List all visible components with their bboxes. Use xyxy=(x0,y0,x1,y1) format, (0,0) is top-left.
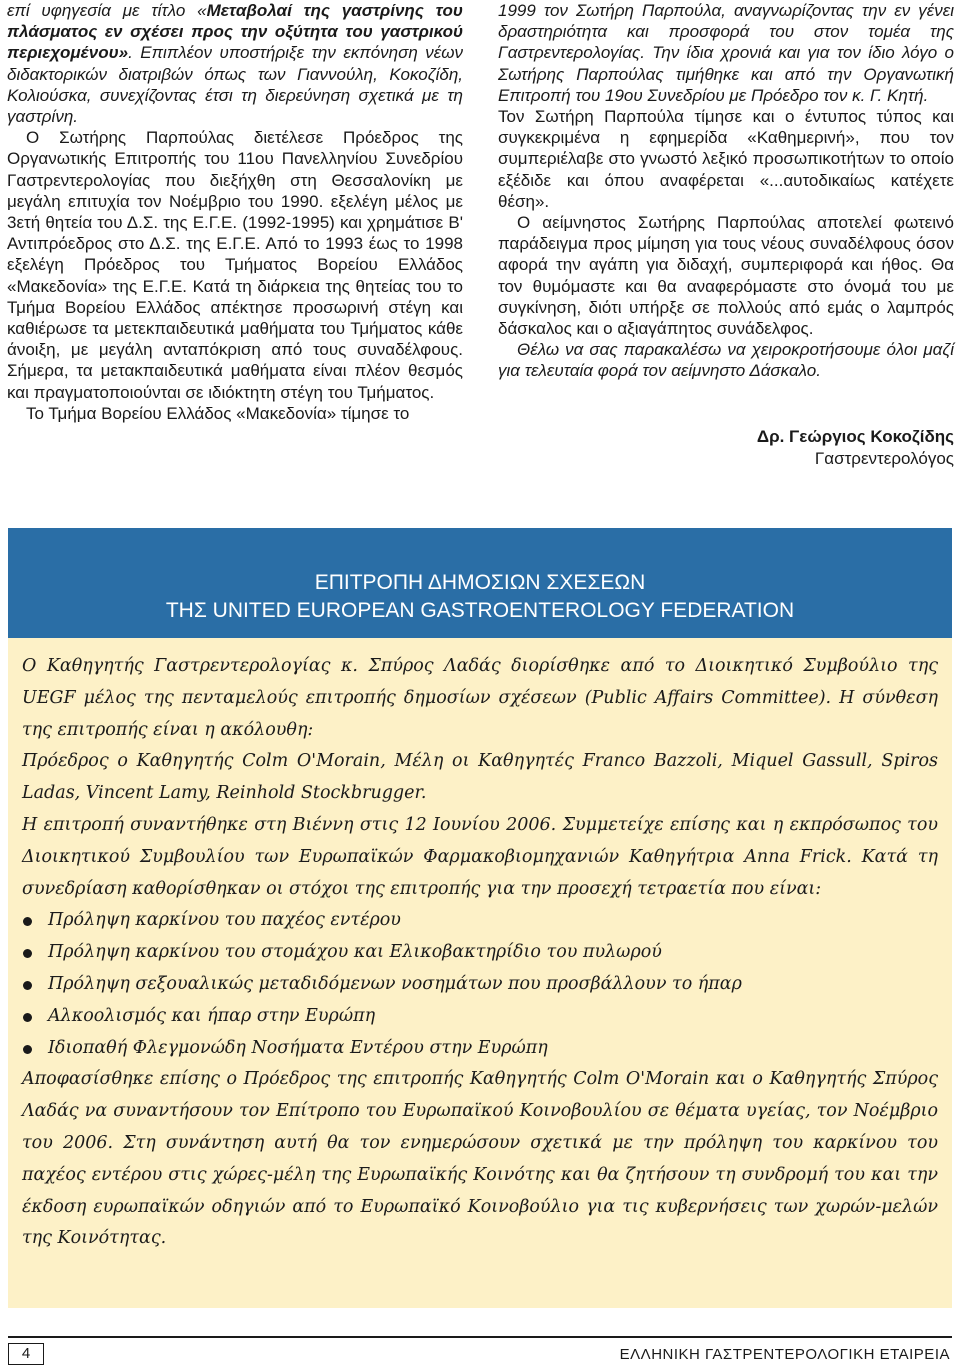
left-paragraph-3: Το Τμήμα Βορείου Ελλάδος «Μακεδονία» τίμησε το xyxy=(26,403,410,423)
left-column xyxy=(7,0,463,424)
page-number: 4 xyxy=(8,1343,44,1365)
list-item xyxy=(22,1001,938,1033)
bullet-icon xyxy=(23,949,32,958)
publication-title: ΕΛΛΗΝΙΚΗ ΓΑΣΤΡΕΝΤΕΡΟΛΟΓΙΚΗ ΕΤΑΙΡΕΙΑ xyxy=(619,1346,950,1363)
box-title-line-2: ΤΗΣ UNITED EUROPEAN GASTROENTEROLOGY FEDERATION xyxy=(165,599,795,622)
right-paragraph-1: 1999 τον Σωτήρη Παρπούλα, αναγνωρίζοντας την εν γένει δραστηριότητα και προσφορά του στον τομέα της Γαστρεντερολογίας. Την ίδια χρονιά και για τον ίδιο λόγο ο Σωτήρης Παρπούλας τιμήθηκε και από την Οργανωτική Επιτροπή του 19ου Συνεδρίου με Πρόεδρο τον κ. Γ. Κητή. xyxy=(498,1,954,105)
box-paragraph-4: Αποφασίσθηκε επίσης ο Πρόεδρος της επιτροπής Καθηγητής Colm O'Morain και ο Καθηγητής Σπύρος Λαδάς να συναντήσουν τον Επίτροπο του Ευρωπαϊκού Κοινοβουλίου σε θέματα υγείας, τον Νοέμβριο του 2006. Στη συνάντηση αυτή θα τον ενημερώσουν σχετικά με την πρόληψη του καρκίνου του παχέος εντέρου στις χώρες-μέλη της Ευρωπαϊκής Κοινότης και θα ζητήσουν τη συνδρομή του και την έκδοση ευρωπαϊκών οδηγιών από το Ευρωπαϊκό Κοινοβούλιο για τις κυβερνήσεις των χωρών-μελών της Κοινότητας. xyxy=(22,1069,938,1249)
signature-title: Γαστρεντερολόγος xyxy=(814,449,954,468)
list-item xyxy=(22,905,938,937)
right-column xyxy=(498,0,954,382)
box-paragraph-2: Πρόεδρος ο Καθηγητής Colm O'Morain, Μέλη οι Καθηγητές Franco Bazzoli, Miquel Gassull, Spiros Ladas, Vincent Lamy, Reinhold Stockbrugger. xyxy=(22,751,938,804)
bullet-icon xyxy=(23,981,32,990)
thesis-title: Μεταβολαί της γαστρίνης του πλάσματος εν σχέσει προς την οξύτητα του γαστρικού περιεχομένου» xyxy=(7,1,463,63)
right-paragraph-3: Ο αείμνηστος Σωτήρης Παρπούλας αποτελεί φωτεινό παράδειγμα προς μίμηση για τους νέους συναδέλφους όσον αφορά την αγάπη για διδαχή, συμπεριφορά και ήθος. Θα τον θυμόμαστε και θα αναφερόμαστε στο όνομά του με συγκίνηση, διότι υπήρξε σε πολλούς από εμάς ο λαμπρός δάσκαλος και ο αξιαγάπητος συνάδελφος. xyxy=(498,213,954,339)
box-header xyxy=(8,528,952,638)
right-paragraph-2: Τον Σωτήρη Παρπούλα τίμησε και ο έντυπος τύπος και συγκεκριμένα η εφημερίδα «Καθημερινή», που τον συμπεριέλαβε στο γνωστό λεξικό προσωπικοτήτων το οποίο εξέδιδε και όπου αναφέρεται «...αυτοδικαίως κατέχετε θέση». xyxy=(498,107,954,211)
box-body xyxy=(8,638,952,1255)
public-affairs-box xyxy=(8,528,952,1308)
right-paragraph-4: Θέλω να σας παρακαλέσω να χειροκροτήσουμε όλοι μαζί για τελευταία φορά τον αείμνηστο Δάσκαλο. xyxy=(498,340,954,381)
list-item-text: Πρόληψη καρκίνου του παχέος εντέρου xyxy=(48,910,401,931)
left-paragraph-1 xyxy=(7,0,463,127)
list-item-text: Αλκοολισμός και ήπαρ στην Ευρώπη xyxy=(48,1005,376,1026)
left-p1-intro: επί υφηγεσία με τίτλο « xyxy=(7,1,207,20)
list-item-text: Ιδιοπαθή Φλεγμονώδη Νοσήματα Εντέρου στην Ευρώπη xyxy=(48,1037,548,1058)
goals-list xyxy=(22,905,938,1064)
box-paragraph-3: Η επιτροπή συναντήθηκε στη Βιέννη στις 12 Ιουνίου 2006. Συμμετείχε επίσης και η εκπρόσωπος του Διοικητικού Συμβουλίου των Ευρωπαϊκών Φαρμακοβιομηχανιών Καθηγήτρια Anna Frick. Κατά τη συνεδρίαση καθορίσθηκαν οι στόχοι της επιτροπής για την προσεχή τετραετία που είναι: xyxy=(22,814,938,899)
list-item-text: Πρόληψη καρκίνου του στομάχου και Ελικοβακτηρίδιο του πυλωρού xyxy=(48,942,662,963)
list-item xyxy=(22,937,938,969)
signature-name: Δρ. Γεώργιος Κοκοζίδης xyxy=(756,427,954,446)
list-item xyxy=(22,969,938,1001)
footer-rule xyxy=(8,1336,952,1338)
left-paragraph-2: Ο Σωτήρης Παρπούλας διετέλεσε Πρόεδρος της Οργανωτικής Επιτροπής του 11ου Πανελληνίου Συνεδρίου Γαστρεντερολογίας που διεξήχθη στη Θεσσαλονίκη με μεγάλη επιτυχία τον Νοέμβριο του 1990. εξελέγη μέλος με 3ετή θητεία του Δ.Σ. της Ε.Γ.Ε. (1992-1995) και χρημάτισε Β' Αντιπρόεδρος στο Δ.Σ. της Ε.Γ.Ε. Από το 1993 έως το 1998 εξελέγη Πρόεδρος του Τμήματος Βορείου Ελλάδος «Μακεδονία» της Ε.Γ.Ε. Κατά τη διάρκεια της θητείας του το Τμήμα Βορείου Ελλάδος απέκτησε προσωρινή στέγη και καθιέρωσε τα μετεκπαιδευτικά μαθήματα του Τμήματος κάθε άνοιξη, με μεγάλη ανταπόκριση από τους συναδέλφους. Σήμερα, τα μετακπαιδευτικά μαθήματα είναι πλέον θεσμός και πραγματοποιούνται σε ιδιόκτητη στέγη του Τμήματος. xyxy=(7,128,463,402)
bullet-icon xyxy=(23,1013,32,1022)
list-item-text: Πρόληψη σεξουαλικώς μεταδιδόμενων νοσημάτων που προσβάλλουν το ήπαρ xyxy=(48,973,742,994)
box-paragraph-1: Ο Καθηγητής Γαστρεντερολογίας κ. Σπύρος Λαδάς διορίσθηκε από το Διοικητικό Συμβούλιο της UEGF μέλος της πενταμελούς επιτροπής δημοσίων σχέσεων (Public Affairs Committee). Η σύνθεση της επιτροπής είναι η ακόλουθη: xyxy=(22,656,938,740)
bullet-icon xyxy=(23,917,32,926)
left-p1-rest: . Επιπλέον υποστήριξε την εκπόνηση νέων διδακτορικών διατριβών όπως των Γιαννούλη, Κοκοζίδη, Κολιούσκα, συνεχίζοντας έτσι τη διερεύνηση σχετικά με τη γαστρίνη. xyxy=(7,43,463,127)
list-item xyxy=(22,1033,938,1065)
box-title-line-1: ΕΠΙΤΡΟΠΗ ΔΗΜΟΣΙΩΝ ΣΧΕΣΕΩΝ xyxy=(314,571,646,594)
bullet-icon xyxy=(23,1045,32,1054)
